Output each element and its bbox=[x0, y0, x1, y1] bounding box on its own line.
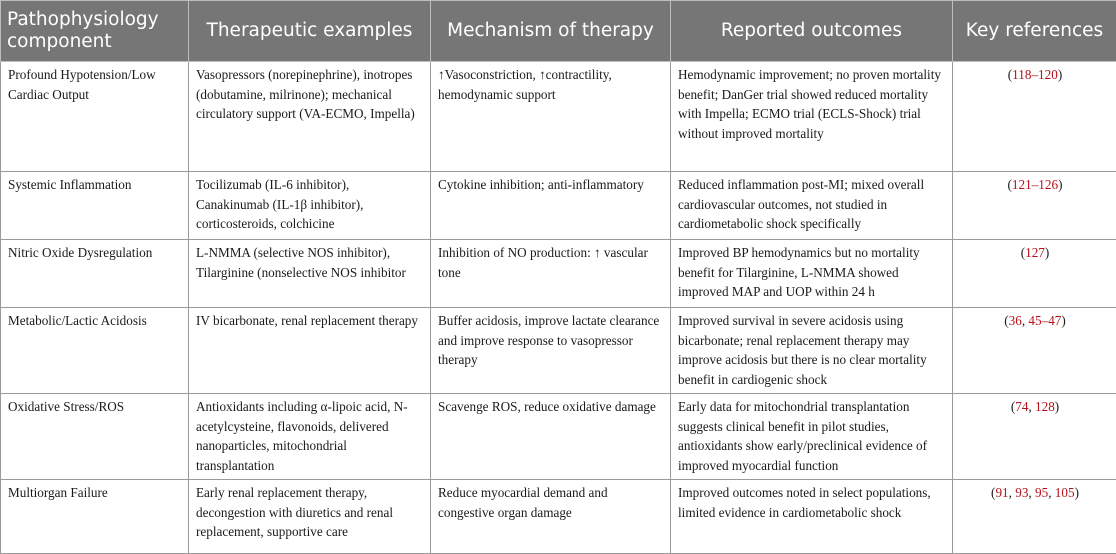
cell-therapy: Antioxidants including α-lipoic acid, N-acetylcysteine, flavonoids, delivered nanoparticles, mitochondrial transplantation bbox=[189, 394, 431, 480]
reference-link[interactable]: 93 bbox=[1015, 485, 1028, 500]
cell-component: Metabolic/Lactic Acidosis bbox=[1, 308, 189, 394]
cell-component: Profound Hypotension/Low Cardiac Output bbox=[1, 62, 189, 172]
reference-link[interactable]: 121–126 bbox=[1012, 177, 1058, 192]
reference-link[interactable]: 118–120 bbox=[1012, 67, 1058, 82]
reference-link[interactable]: 91 bbox=[995, 485, 1008, 500]
header-therapy: Therapeutic examples bbox=[189, 1, 431, 62]
cell-references: (118–120) bbox=[953, 62, 1116, 172]
cell-therapy: IV bicarbonate, renal replacement therapy bbox=[189, 308, 431, 394]
table-row bbox=[1, 394, 1116, 480]
reference-link[interactable]: 128 bbox=[1035, 399, 1055, 414]
cell-mechanism: Cytokine inhibition; anti-inflammatory bbox=[431, 172, 671, 240]
reference-link[interactable]: 127 bbox=[1025, 245, 1045, 260]
cell-references: (91, 93, 95, 105) bbox=[953, 480, 1116, 554]
cell-therapy: Early renal replacement therapy, decongestion with diuretics and renal replacement, supportive care bbox=[189, 480, 431, 554]
header-mechanism: Mechanism of therapy bbox=[431, 1, 671, 62]
header-component: Pathophysiology component bbox=[1, 1, 189, 62]
cell-outcomes: Hemodynamic improvement; no proven mortality benefit; DanGer trial showed reduced mortality with Impella; ECMO trial (ECLS-Shock) trial without improved mortality bbox=[671, 62, 953, 172]
cell-component: Oxidative Stress/ROS bbox=[1, 394, 189, 480]
header-row bbox=[1, 1, 1116, 62]
cell-mechanism: ↑Vasoconstriction, ↑contractility, hemodynamic support bbox=[431, 62, 671, 172]
table-row bbox=[1, 308, 1116, 394]
cell-outcomes: Improved survival in severe acidosis using bicarbonate; renal replacement therapy may improve acidosis but there is no clear mortality benefit in cardiogenic shock bbox=[671, 308, 953, 394]
cell-component: Systemic Inflammation bbox=[1, 172, 189, 240]
table-row bbox=[1, 172, 1116, 240]
cell-mechanism: Buffer acidosis, improve lactate clearance and improve response to vasopressor therapy bbox=[431, 308, 671, 394]
cell-references: (36, 45–47) bbox=[953, 308, 1116, 394]
cell-outcomes: Improved BP hemodynamics but no mortality benefit for Tilarginine, L-NMMA showed improved MAP and UOP within 24 h bbox=[671, 240, 953, 308]
cell-mechanism: Scavenge ROS, reduce oxidative damage bbox=[431, 394, 671, 480]
cell-outcomes: Improved outcomes noted in select populations, limited evidence in cardiometabolic shock bbox=[671, 480, 953, 554]
cell-outcomes: Reduced inflammation post-MI; mixed overall cardiovascular outcomes, not studied in cardiometabolic shock specifically bbox=[671, 172, 953, 240]
header-references: Key references bbox=[953, 1, 1116, 62]
cell-references: (74, 128) bbox=[953, 394, 1116, 480]
table-row bbox=[1, 480, 1116, 554]
cell-mechanism: Reduce myocardial demand and congestive organ damage bbox=[431, 480, 671, 554]
cell-references: (127) bbox=[953, 240, 1116, 308]
cell-references: (121–126) bbox=[953, 172, 1116, 240]
cell-therapy: Tocilizumab (IL-6 inhibitor), Canakinumab (IL-1β inhibitor), corticosteroids, colchicine bbox=[189, 172, 431, 240]
reference-link[interactable]: 95 bbox=[1035, 485, 1048, 500]
cell-mechanism: Inhibition of NO production: ↑ vascular tone bbox=[431, 240, 671, 308]
reference-link[interactable]: 105 bbox=[1055, 485, 1075, 500]
cell-therapy: Vasopressors (norepinephrine), inotropes (dobutamine, milrinone); mechanical circulatory support (VA-ECMO, Impella) bbox=[189, 62, 431, 172]
header-outcomes: Reported outcomes bbox=[671, 1, 953, 62]
table-row bbox=[1, 62, 1116, 172]
cell-component: Nitric Oxide Dysregulation bbox=[1, 240, 189, 308]
cell-therapy: L-NMMA (selective NOS inhibitor), Tilarginine (nonselective NOS inhibitor bbox=[189, 240, 431, 308]
cell-component: Multiorgan Failure bbox=[1, 480, 189, 554]
table-row bbox=[1, 240, 1116, 308]
reference-link[interactable]: 45–47 bbox=[1028, 313, 1061, 328]
cell-outcomes: Early data for mitochondrial transplantation suggests clinical benefit in pilot studies, antioxidants show early/preclinical evidence of improved myocardial function bbox=[671, 394, 953, 480]
reference-link[interactable]: 36 bbox=[1009, 313, 1022, 328]
reference-link[interactable]: 74 bbox=[1015, 399, 1028, 414]
